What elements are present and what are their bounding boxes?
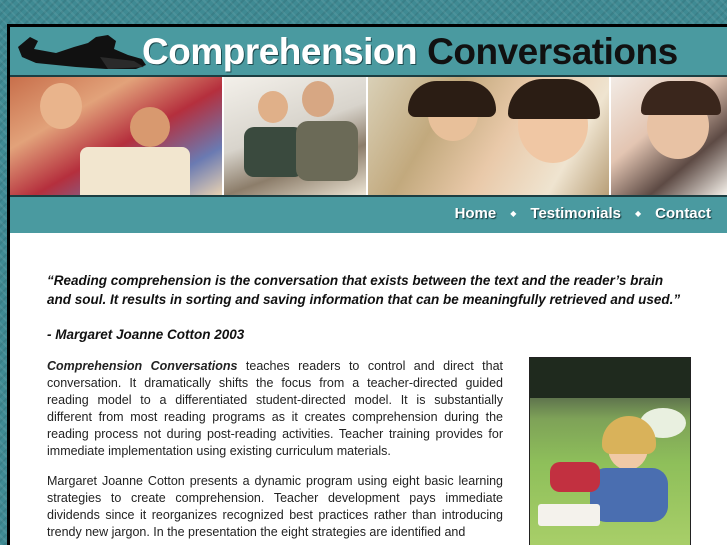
children-reading-photo <box>10 77 224 195</box>
nav-separator-icon: ◆ <box>635 209 642 218</box>
quote-attribution: - Margaret Joanne Cotton 2003 <box>47 327 245 342</box>
program-name: Comprehension Conversations <box>47 359 238 373</box>
featured-quote: “Reading comprehension is the conversation that exists between the text and the reader’s brain and soul. It results in sorting and saving information that can be meaningfully retrieved and used.” <box>47 273 681 307</box>
main-nav <box>455 205 711 222</box>
nav-contact-link[interactable]: Contact <box>655 205 711 222</box>
father-son-reading-photo <box>224 77 368 195</box>
nav-separator-icon: ◆ <box>510 209 517 218</box>
site-title-word-2: Conversations <box>427 31 678 72</box>
intro-paragraph-text: teaches readers to control and direct that conversation. It dramatically shifts the focus from a teacher-directed guided reading model to a differentiated student-directed model. It is substantially different from most reading programs as it creates comprehension during the reading process not during post-reading activities. Teacher training provides for immediate implementation using existing curriculum materials. <box>47 359 503 458</box>
girl-thinking-photo <box>611 77 727 195</box>
page-container <box>10 27 727 545</box>
intro-paragraph <box>47 358 503 460</box>
header-banner <box>10 27 727 77</box>
reading-child-silhouette-icon <box>16 33 148 73</box>
navigation-bar <box>10 195 727 235</box>
girl-reading-on-grass-photo <box>529 357 691 545</box>
nav-testimonials-link[interactable]: Testimonials <box>530 205 621 222</box>
nav-home-link[interactable]: Home <box>454 205 497 222</box>
site-title-word-1: Comprehension <box>142 31 418 72</box>
page-frame <box>7 24 727 545</box>
children-writing-photo <box>368 77 611 195</box>
program-paragraph: Margaret Joanne Cotton presents a dynamic program using eight basic learning strategies to create comprehension. Teacher development pays immediate dividends since it reorganizes recognized best practices rather than introducing trendy new jargon. In the presentation the eight strategies are identified and <box>47 474 503 539</box>
header-photo-strip <box>10 77 727 195</box>
main-content <box>10 233 727 545</box>
site-title <box>142 30 678 74</box>
